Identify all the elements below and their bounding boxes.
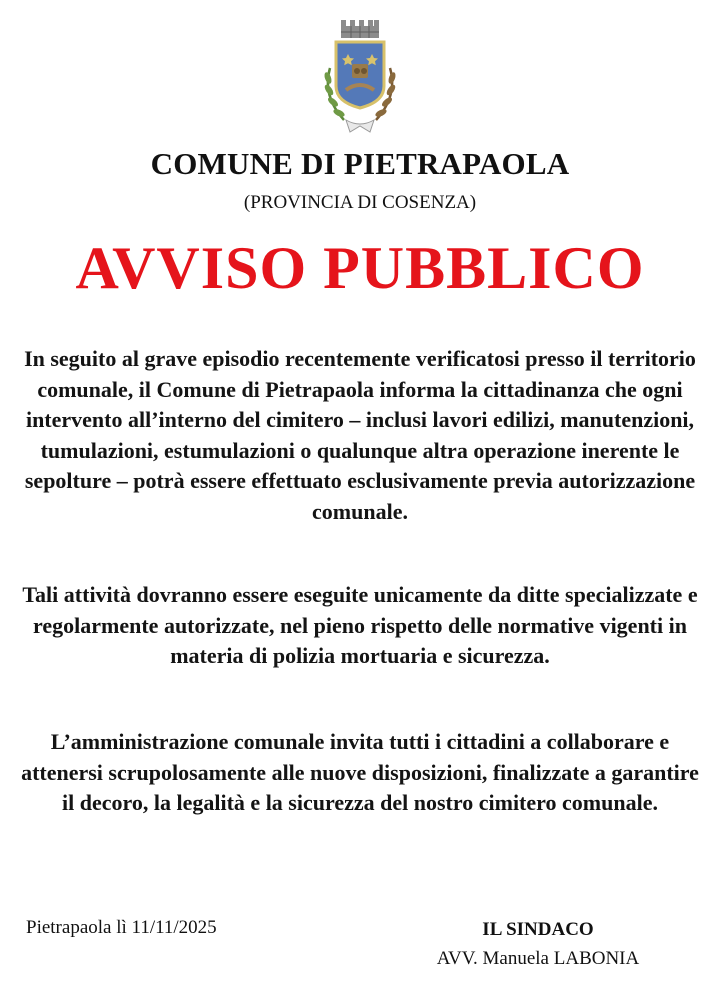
notice-paragraph-2: Tali attività dovranno essere eseguite unicamente da ditte specializzate e regolarmente autorizzate, nel pieno rispetto delle normative vigenti in materia di polizia mortuaria e sicurezza. (22, 582, 698, 668)
signature-block (400, 917, 676, 975)
notice-paragraph-1: In seguito al grave episodio recentemente verificatosi presso il territorio comunale, il Comune di Pietrapaola informa la cittadinanza che ogni intervento all’interno del cimitero – inclusi lavori edilizi, manutenzioni, tumulazioni, estumulazioni o qualunque altra operazione inerente le sepolture – potrà essere effettuato esclusivamente previa autorizzazione comunale. (24, 346, 696, 524)
notice-paragraph-3: L’amministrazione comunale invita tutti i cittadini a collaborare e attenersi scrupolosamente alle nuove disposizioni, finalizzate a garantire il decoro, la legalità e la sicurezza del nostro cimitero comunale. (21, 729, 699, 815)
signatory-role: IL SINDACO (482, 919, 594, 940)
notice-headline: AVVISO PUBBLICO (75, 235, 645, 301)
municipality-title: COMUNE DI PIETRAPAOLA (150, 146, 570, 181)
coat-of-arms-icon (316, 16, 406, 140)
signatory-name: AVV. Manuela LABONIA (436, 948, 640, 969)
place-and-date: Pietrapaola lì 11/11/2025 (26, 917, 217, 938)
province-subtitle: (PROVINCIA DI COSENZA) (243, 192, 477, 213)
